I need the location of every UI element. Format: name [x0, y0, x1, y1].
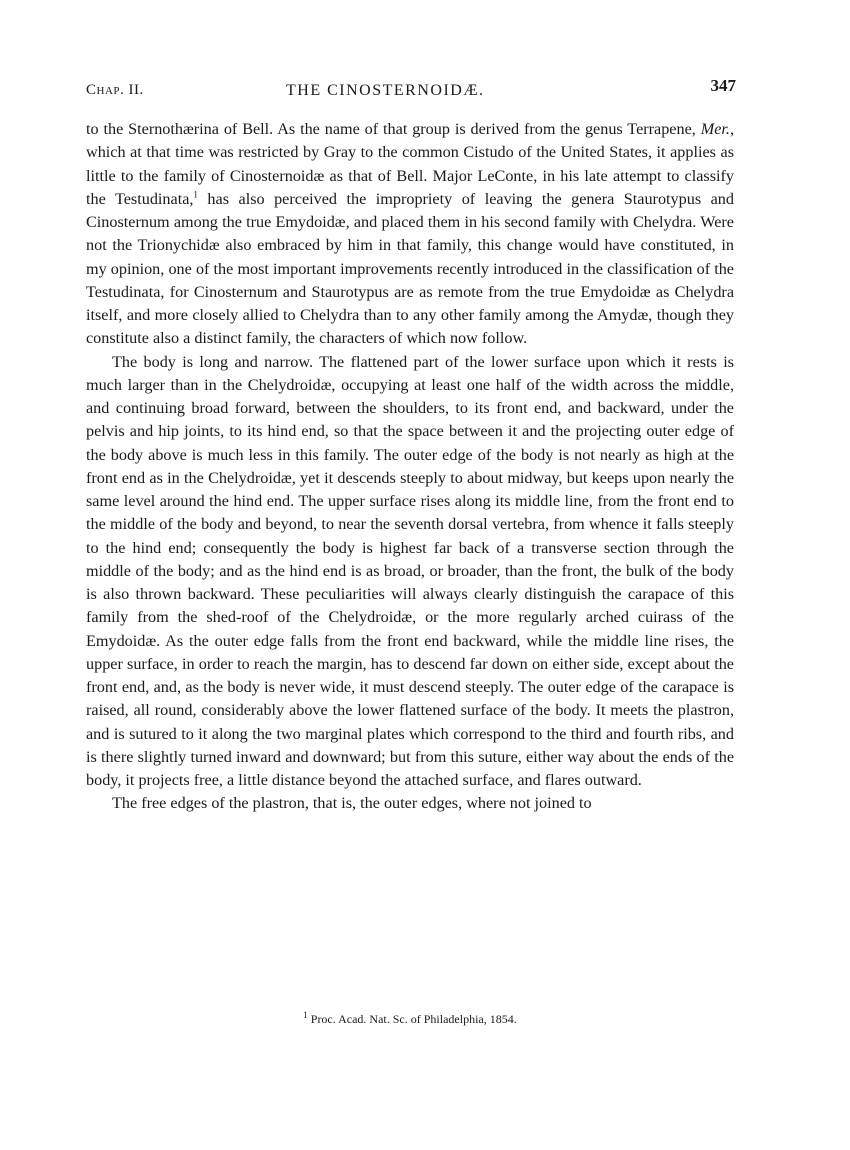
footnote-reference: 1 [193, 189, 198, 200]
footnote [86, 1012, 734, 1027]
author-abbreviation: Mer. [700, 120, 730, 138]
body-text [86, 118, 734, 816]
running-title: THE CINOSTERNOIDÆ. [286, 82, 485, 99]
footnote-marker: 1 [303, 1010, 308, 1020]
paragraph-text: has also perceived the impropriety of leaving the genera Staurotypus and Cinosternum among the true Emydoidæ, and placed them in his second family with Chelydra. Were not the Trionychidæ also embraced by him in that family, this change would have constituted, in my opinion, one of the most important improvements recently introduced in the classification of the Testudinata, for Cinosternum and Staurotypus are as remote from the true Emydoidæ as Chelydra itself, and more closely allied to Chelydra than to any other family among the Amydæ, though they constitute also a distinct family, the characters of which now follow. [86, 189, 734, 348]
running-header [86, 74, 736, 104]
paragraph-plastron: The free edges of the plastron, that is, the outer edges, where not joined to [112, 794, 592, 813]
footnote-text: Proc. Acad. Nat. Sc. of Philadelphia, 1854. [307, 1012, 517, 1026]
paragraph-text: to the Sternothærina of Bell. As the name of that group is derived from the genus Terrapene, [86, 120, 701, 138]
paragraph-body-description: The body is long and narrow. The flattened part of the lower surface upon which it rests is much larger than in the Chelydroidæ, occupying at least one half of the width across the middle, and continuing broad forward, between the shoulders, to its front end, and backward, under the pelvis and hip joints, to its hind end, so that the space between it and the projecting outer edge of the body above is much less in this family. The outer edge of the body is not nearly as high at the front end as in the Chelydroidæ, yet it descends steeply to about midway, but keeps upon nearly the same level around the hind end. The upper surface rises along its middle line, from the front end to the middle of the body and beyond, to near the seventh dorsal vertebra, from whence it falls steeply to the hind end; consequently the body is highest far back of a transverse section through the middle of the body; and as the hind end is as broad, or broader, than the front, the bulk of the body is also thrown backward. These peculiarities will always clearly distinguish the carapace of this family from the shed-roof of the Chelydroidæ, or the more regularly arched cuirass of the Emydoidæ. As the outer edge falls from the front end backward, while the middle line rises, the upper surface, in order to reach the margin, has to descend far down on either side, except about the front end, and, as the body is never wide, it must descend steeply. The outer edge of the carapace is raised, all round, considerably above the lower flattened surface of the body. It meets the plastron, and is sutured to it along the two marginal plates which correspond to the third and fourth ribs, and is there slightly turned inward and downward; but from this suture, either way about the ends of the body, it projects free, a little distance beyond the attached surface, and flares outward. [86, 352, 734, 789]
paragraph-continuation [86, 118, 734, 351]
paragraph-text: , which at that time was restricted by Gray to the common Cistudo of the United States, it applies as little to the family of Cinosternoidæ as that of Bell. Major LeConte, in his late attempt to classify the Testudinata, [86, 120, 734, 208]
chapter-label: Chap. II. [86, 82, 144, 98]
page-number: 347 [710, 76, 736, 95]
